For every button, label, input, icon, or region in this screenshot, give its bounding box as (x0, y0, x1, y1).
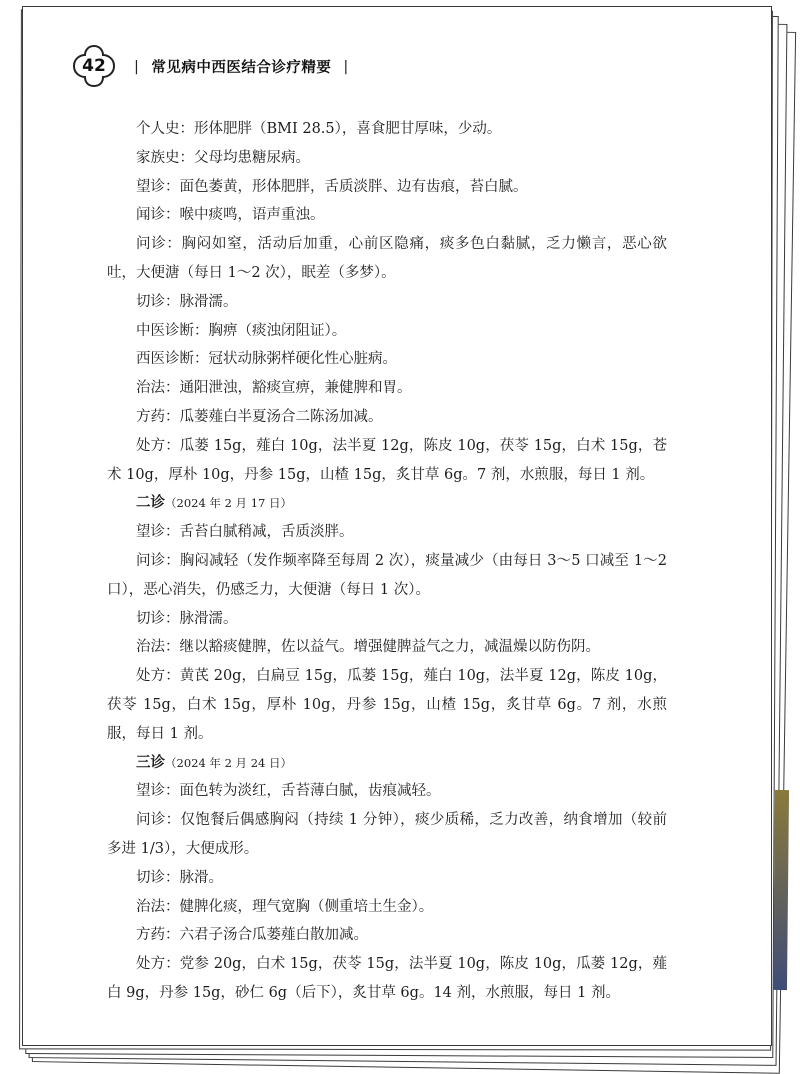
visit3-title: 三诊 (136, 754, 165, 771)
paragraph-palpation: 切诊：脉滑濡。 (136, 293, 238, 310)
visit2-date: （2024 年 2 月 17 日） (165, 496, 292, 511)
paragraph-treatment: 治法：通阳泄浊，豁痰宣痹，兼健脾和胃。 (136, 380, 412, 397)
page-number: 42 (82, 56, 106, 76)
visit3-heading (107, 749, 667, 778)
paragraph-prescription: 处方：瓜蒌 15g，薤白 10g，法半夏 12g，陈皮 10g，茯苓 15g，白术 15g，苍术 10g，厚朴 10g，丹参 15g，山楂 15g，炙甘草 6g。7 剂，水煎服，每日 1 剂。 (107, 437, 667, 483)
visit3-treatment: 治法：健脾化痰，理气宽胸（侧重培土生金）。 (136, 898, 434, 915)
visit2-prescription: 处方：黄芪 20g，白扁豆 15g，瓜蒌 15g，薤白 10g，法半夏 12g，陈皮 10g，茯苓 15g，白术 15g，厚朴 10g，丹参 15g，山楂 15g，炙甘草 6g。7 剂，水煎服，每日 1 剂。 (107, 668, 667, 742)
book-title: 常见病中西医结合诊疗精要 (151, 60, 332, 76)
visit2-palpation: 切诊：脉滑濡。 (136, 610, 238, 627)
visit3-inquiry: 问诊：仅饱餐后偶感胸闷（持续 1 分钟），痰少质稀，乏力改善，纳食增加（较前多进 1/3），大便成形。 (107, 812, 667, 857)
header-right-bar: | (343, 58, 349, 75)
visit3-date: （2024 年 2 月 24 日） (165, 755, 292, 770)
paragraph-personal-history: 个人史：形体肥胖（BMI 28.5），喜食肥甘厚味，少动。 (136, 121, 502, 137)
visit2-heading (107, 489, 667, 518)
paragraph-inspection: 望诊：面色萎黄，形体肥胖，舌质淡胖、边有齿痕，苔白腻。 (136, 178, 528, 195)
paragraph-formula: 方药：瓜蒌薤白半夏汤合二陈汤加减。 (136, 408, 383, 425)
visit3-inspection: 望诊：面色转为淡红，舌苔薄白腻，齿痕减轻。 (136, 783, 441, 800)
visit3-formula: 方药：六君子汤合瓜蒌薤白散加减。 (136, 927, 368, 944)
header-left-bar: | (134, 58, 140, 75)
visit2-title: 二诊 (136, 495, 165, 512)
visit2-inspection: 望诊：舌苔白腻稍减，舌质淡胖。 (136, 524, 354, 541)
paragraph-inquiry: 问诊：胸闷如窒，活动后加重，心前区隐痛，痰多色白黏腻，乏力懒言，恶心欲吐，大便溏（每日 1～2 次），眠差（多梦）。 (107, 236, 667, 281)
visit2-inquiry: 问诊：胸闷减轻（发作频率降至每周 2 次），痰量减少（由每日 3～5 口减至 1～2 口），恶心消失，仍感乏力，大便溏（每日 1 次）。 (107, 552, 667, 598)
visit3-palpation: 切诊：脉滑。 (136, 869, 223, 886)
visit2-treatment: 治法：继以豁痰健脾，佐以益气。增强健脾益气之力，减温燥以防伤阴。 (136, 639, 600, 656)
running-header (134, 56, 349, 77)
visit3-prescription: 处方：党参 20g，白术 15g，茯苓 15g，法半夏 10g，陈皮 10g，瓜蒌 12g，薤白 9g，丹参 15g，砂仁 6g（后下），炙甘草 6g。14 剂，水煎服，每日 1 剂。 (107, 956, 667, 1001)
paragraph-family-history: 家族史：父母均患糖尿病。 (136, 149, 310, 166)
book-edge-color-strip (773, 790, 789, 990)
body-text (107, 115, 667, 1008)
page-number-badge (70, 42, 118, 90)
paragraph-auscultation: 闻诊：喉中痰鸣，语声重浊。 (136, 207, 325, 224)
paragraph-western-diagnosis: 西医诊断：冠状动脉粥样硬化性心脏病。 (136, 351, 397, 368)
paragraph-tcm-diagnosis: 中医诊断：胸痹（痰浊闭阻证）。 (136, 322, 347, 339)
